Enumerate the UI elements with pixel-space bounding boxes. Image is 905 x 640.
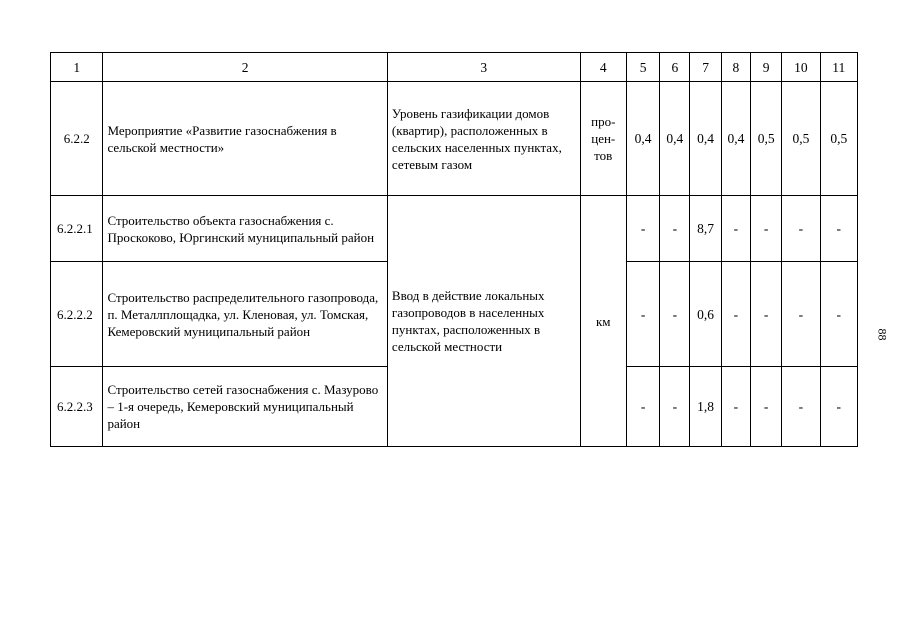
value-cell: -: [751, 196, 782, 262]
indicator-name: Уровень газификации домов (квартир), расположенных в сельских населенных пунктах, сетевым газом: [387, 82, 580, 196]
header-cell: 3: [387, 53, 580, 82]
value-cell: -: [660, 367, 690, 447]
header-row: [51, 53, 858, 82]
table-row: [51, 82, 858, 196]
header-cell: 6: [660, 53, 690, 82]
value-cell: -: [782, 367, 820, 447]
header-cell: 1: [51, 53, 103, 82]
row-number: 6.2.2: [51, 82, 103, 196]
row-number: 6.2.2.1: [51, 196, 103, 262]
page-number: 88: [875, 328, 890, 341]
activity-name: Мероприятие «Развитие газоснабжения в сельской местности»: [103, 82, 387, 196]
value-cell: -: [820, 196, 857, 262]
value-cell: 0,5: [820, 82, 857, 196]
value-cell: -: [626, 262, 659, 367]
value-cell: -: [820, 367, 857, 447]
value-cell: -: [751, 262, 782, 367]
header-cell: 10: [782, 53, 820, 82]
value-cell: -: [782, 262, 820, 367]
activity-name: Строительство объекта газоснабжения с. Проскоково, Юргинский муниципальный район: [103, 196, 387, 262]
merged-unit: км: [580, 196, 626, 447]
value-cell: -: [660, 196, 690, 262]
activity-name: Строительство распределительного газопровода, п. Металлплощадка, ул. Кленовая, ул. Томская, Кемеровский муниципальный район: [103, 262, 387, 367]
unit-cell: про-цен-тов: [580, 82, 626, 196]
value-cell: 0,5: [751, 82, 782, 196]
value-cell: -: [626, 367, 659, 447]
value-cell: 0,4: [626, 82, 659, 196]
value-cell: 0,4: [721, 82, 750, 196]
value-cell: 0,5: [782, 82, 820, 196]
value-cell: 8,7: [690, 196, 721, 262]
header-cell: 4: [580, 53, 626, 82]
value-cell: 0,6: [690, 262, 721, 367]
header-cell: 11: [820, 53, 857, 82]
header-cell: 8: [721, 53, 750, 82]
activity-name: Строительство сетей газоснабжения с. Мазурово – 1-я очередь, Кемеровский муниципальный район: [103, 367, 387, 447]
value-cell: -: [751, 367, 782, 447]
header-cell: 7: [690, 53, 721, 82]
value-cell: -: [782, 196, 820, 262]
merged-indicator: Ввод в действие локальных газопроводов в населенных пунктах, расположенных в сельской местности: [387, 196, 580, 447]
header-cell: 9: [751, 53, 782, 82]
value-cell: -: [660, 262, 690, 367]
program-table: [50, 52, 858, 447]
value-cell: 0,4: [690, 82, 721, 196]
header-cell: 2: [103, 53, 387, 82]
value-cell: -: [721, 367, 750, 447]
header-cell: 5: [626, 53, 659, 82]
row-number: 6.2.2.2: [51, 262, 103, 367]
value-cell: -: [721, 262, 750, 367]
value-cell: -: [721, 196, 750, 262]
value-cell: 1,8: [690, 367, 721, 447]
table-row: [51, 196, 858, 262]
value-cell: -: [820, 262, 857, 367]
value-cell: -: [626, 196, 659, 262]
value-cell: 0,4: [660, 82, 690, 196]
row-number: 6.2.2.3: [51, 367, 103, 447]
